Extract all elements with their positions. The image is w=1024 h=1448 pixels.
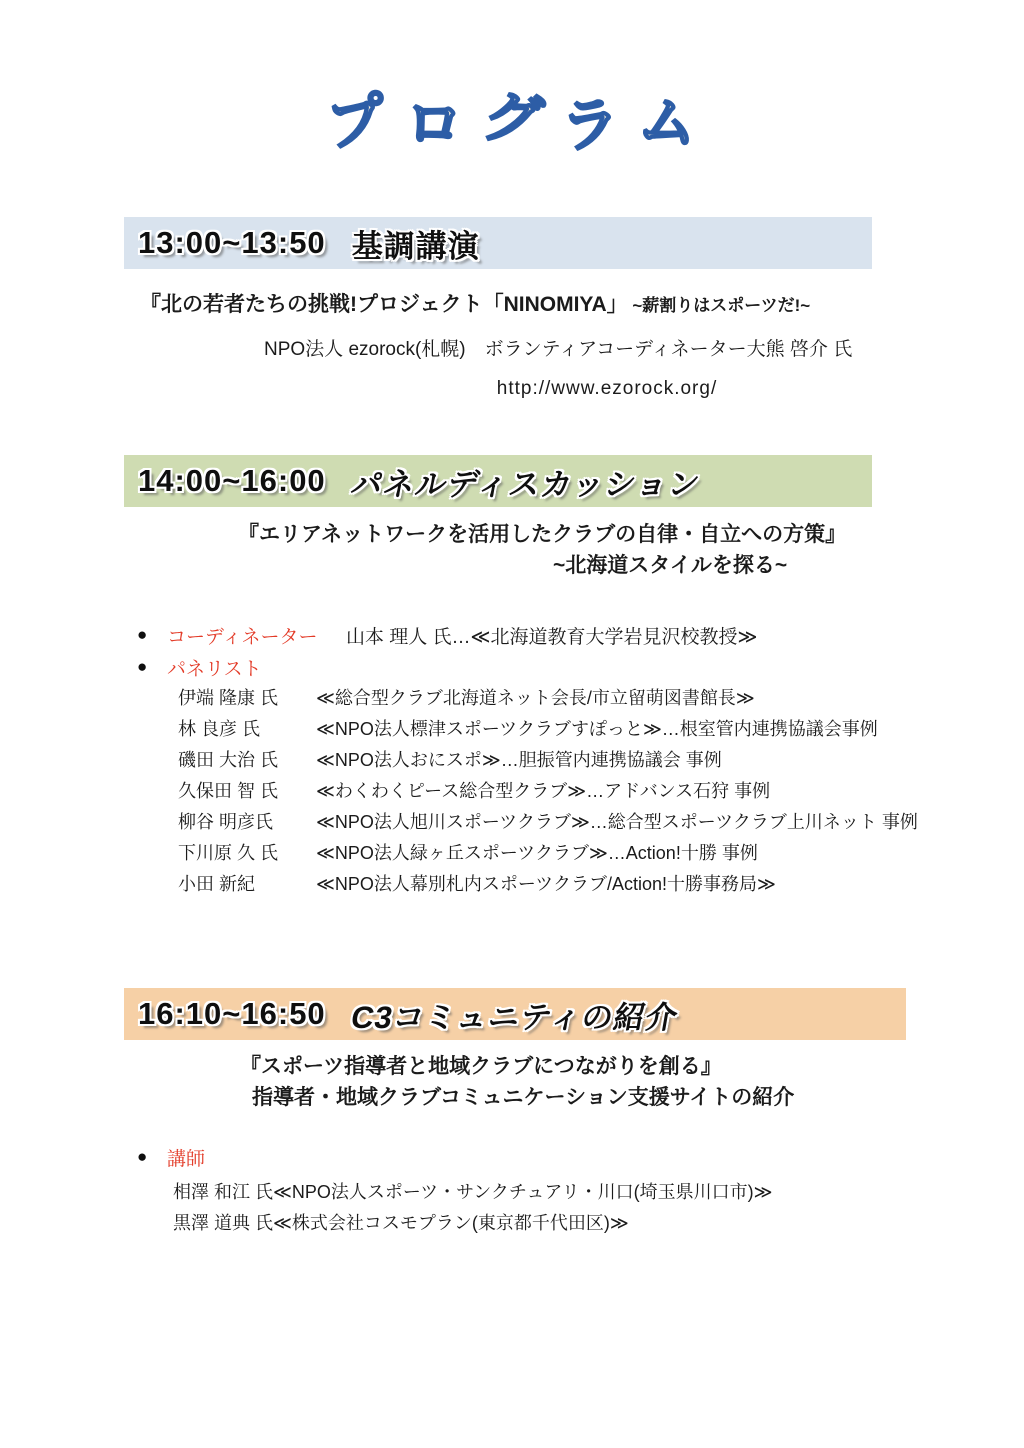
panelist-affiliation: ≪NPO法人旭川スポーツクラブ≫…総合型スポーツクラブ上川ネット 事例 xyxy=(316,812,918,832)
panelist-name: 林 良彦 氏 xyxy=(178,719,261,739)
lecturer-label: 講師 xyxy=(167,1149,206,1170)
panelist-affiliation: ≪NPO法人おにスポ≫…胆振管内連携協議会 事例 xyxy=(316,750,722,770)
keynote-section-title: 基調講演 xyxy=(351,228,480,264)
keynote-time: 13:00~13:50 xyxy=(138,225,326,260)
section-header-panel xyxy=(124,455,872,507)
keynote-theme-sub: ~薪割りはスポーツだ!~ xyxy=(627,296,811,315)
panelist-affiliation: ≪わくわくピース総合型クラブ≫…アドバンス石狩 事例 xyxy=(316,781,771,801)
section-header-keynote xyxy=(124,217,872,269)
bullet-icon: ● xyxy=(137,625,148,644)
panelists-label: パネリスト xyxy=(167,659,262,680)
c3-time: 16:10~16:50 xyxy=(138,996,326,1031)
page-title xyxy=(0,82,1024,160)
page-title-char: ラ xyxy=(559,91,621,160)
panelist-name: 小田 新紀 xyxy=(178,874,256,894)
lecturer-row: 黒澤 道典 氏≪株式会社コスモプラン(東京都千代田区)≫ xyxy=(173,1213,629,1233)
page-title-char: ム xyxy=(635,86,701,159)
page-title-char: プ xyxy=(323,87,389,158)
keynote-url-link[interactable]: http://www.ezorock.org/ xyxy=(496,378,718,399)
keynote-theme xyxy=(140,288,810,318)
panelist-name: 柳谷 明彦氏 xyxy=(178,812,274,832)
bullet-icon: ● xyxy=(137,1147,148,1166)
panel-theme-line1: 『エリアネットワークを活用したクラブの自律・自立への方策』 xyxy=(238,523,847,546)
panelist-affiliation: ≪総合型クラブ北海道ネット会長/市立留萌図書館長≫ xyxy=(316,688,755,708)
panelist-affiliation: ≪NPO法人幕別札内スポーツクラブ/Action!十勝事務局≫ xyxy=(316,874,776,894)
panelist-name: 久保田 智 氏 xyxy=(178,781,279,801)
panelist-affiliation: ≪NPO法人標津スポーツクラブすぽっと≫…根室管内連携協議会事例 xyxy=(316,719,878,739)
panelist-name: 伊端 隆康 氏 xyxy=(178,688,279,708)
panel-section-title: パネルディスカッション xyxy=(348,466,703,502)
c3-theme-line2: 指導者・地域クラブコミュニケーション支援サイトの紹介 xyxy=(252,1086,795,1109)
page-title-char: グ xyxy=(478,82,547,157)
c3-theme-line1: 『スポーツ指導者と地域クラブにつながりを創る』 xyxy=(240,1055,722,1078)
keynote-theme-main: 『北の若者たちの挑戦!プロジェクト「NINOMIYA」 xyxy=(140,293,628,316)
bullet-icon: ● xyxy=(137,657,148,676)
coordinator-label: コーディネーター xyxy=(167,627,318,648)
c3-section-title: C3コミュニティの紹介 xyxy=(348,999,681,1035)
panelist-affiliation: ≪NPO法人緑ヶ丘スポーツクラブ≫…Action!十勝 事例 xyxy=(316,843,758,863)
coordinator-value: 山本 理人 氏…≪北海道教育大学岩見沢校教授≫ xyxy=(346,627,758,648)
panelist-name: 磯田 大治 氏 xyxy=(178,750,279,770)
panelist-name: 下川原 久 氏 xyxy=(178,843,279,863)
section-header-c3 xyxy=(124,988,906,1040)
panel-time: 14:00~16:00 xyxy=(138,463,326,498)
keynote-speaker: NPO法人 ezorock(札幌) ボランティアコーディネーター大熊 啓介 氏 xyxy=(264,339,853,360)
page-title-char: ロ xyxy=(402,90,466,159)
lecturer-row: 相澤 和江 氏≪NPO法人スポーツ・サンクチュアリ・川口(埼玉県川口市)≫ xyxy=(173,1182,773,1202)
panel-theme-line2: ~北海道スタイルを探る~ xyxy=(553,554,788,577)
